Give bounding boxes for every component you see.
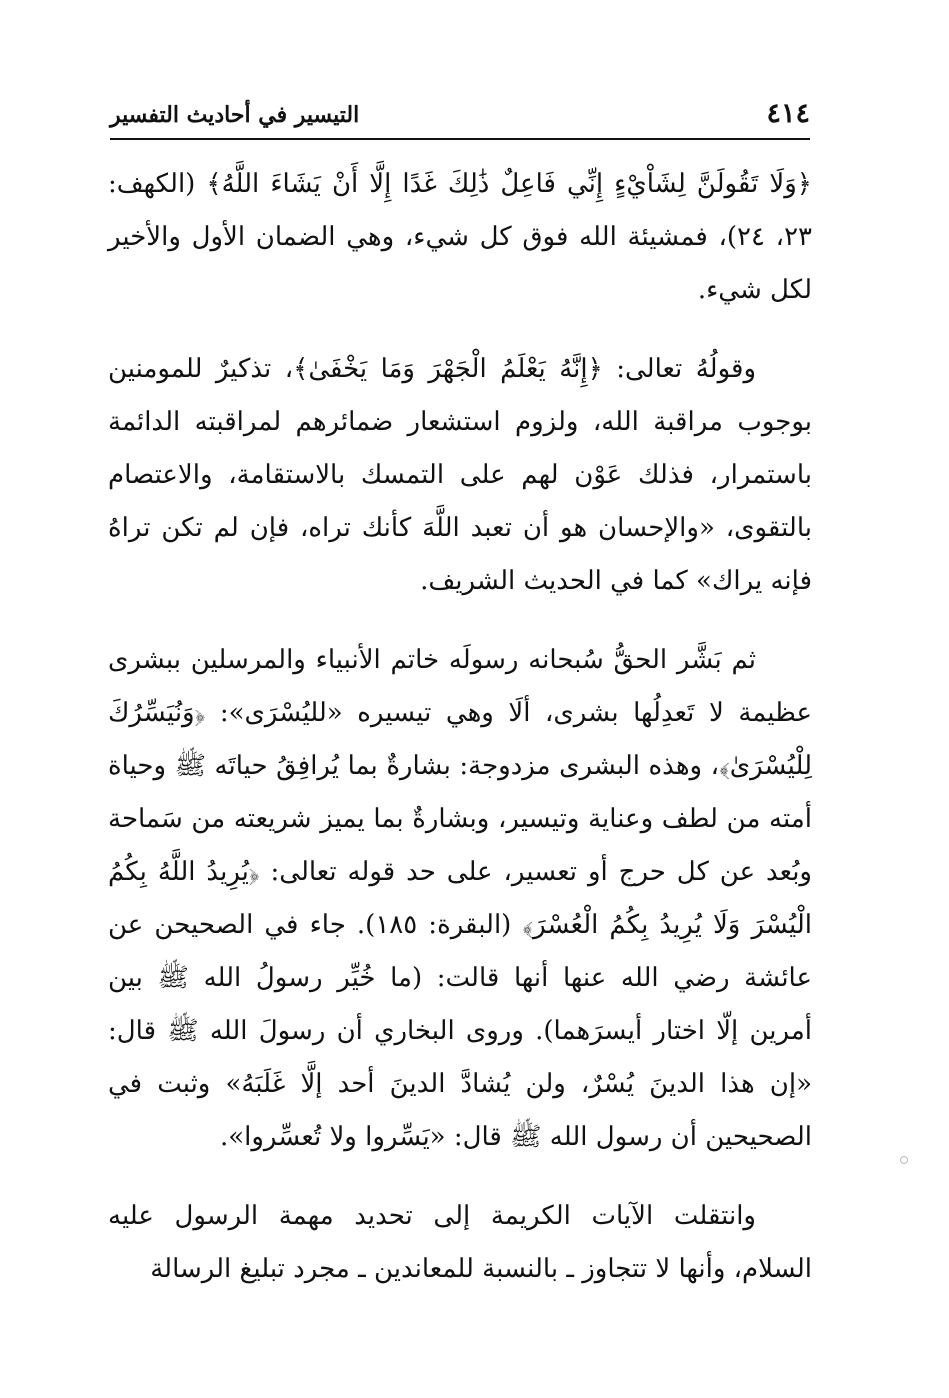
paragraph-mission-of-messenger: وانتقلت الآيات الكريمة إلى تحديد مهمة الرسول عليه السلام، وأنها لا تتجاوز ـ بالنسبة للمعاندين ـ مجرد تبليغ الرسالة bbox=[108, 1201, 812, 1284]
paragraph-glad-tidings: ثم بَشَّر الحقُّ سُبحانه رسولَه خاتم الأنبياء والمرسلين ببشرى عظيمة لا تَعدِلُها بشرى، ألَا وهي تيسيره «لليُسْرَى»: ﴿وَنُيَسِّرُكَ لِلْيُسْرَىٰ﴾، وهذه البشرى مزدوجة: بشارةٌ بما يُرافِقُ حياتَه ﷺ وحياة أمته من لطف وعناية وتيسير، وبشارةٌ بما يميز شريعته من سَماحة وبُعد عن كل حرج أو تعسير، على حد قوله تعالى: ﴿يُرِيدُ اللَّهُ بِكُمُ الْيُسْرَ وَلَا يُرِيدُ بِكُمُ الْعُسْرَ﴾ (البقرة: ١٨٥). جاء في الصحيحن عن عائشة رضي الله عنها أنها قالت: (ما خُيِّر رسولُ الله ﷺ بين أمرين إلّا اختار أيسرَهما). وروى البخاري أن رسولَ الله ﷺ قال: «إن هذا الدينَ يُسْرٌ، ولن يُشادَّ الدينَ أحد إلَّا غَلَبَهُ» وثبت في الصحيحين أن رسول الله ﷺ قال: «يَسِّروا ولا تُعسِّروا». bbox=[108, 645, 812, 1152]
paragraph-commentary-jahr: وقولُهُ تعالى: ﴿إِنَّهُ يَعْلَمُ الْجَهْرَ وَمَا يَخْفَىٰ﴾، تذكيرٌ للمومنين بوجوب مراقبة الله، ولزوم استشعار ضمائرهم لمراقبته الدائمة باستمرار، فذلك عَوْن لهم على التمسك بالاستقامة، والاعتصام بالتقوى، «والإحسان هو أن تعبد اللَّهَ كأنك تراه، فإن لم تكن تراهُ فإنه يراك» كما في الحديث الشريف. bbox=[108, 354, 812, 596]
page-number: ٤١٤ bbox=[766, 98, 810, 129]
running-title: التيسير في أحاديث التفسير bbox=[110, 102, 360, 128]
page-body bbox=[108, 158, 812, 1322]
paragraph-quran-verse-kahf: ﴿وَلَا تَقُولَنَّ لِشَاْيْءٍ إِنِّي فَاعِلٌ ذَٰلِكَ غَدًا إِلَّا أَنْ يَشَاءَ اللَّهُ﴾ (الكهف: ٢٣، ٢٤)، فمشيئة الله فوق كل شيء، وهي الضمان الأول والأخير لكل شيء. bbox=[108, 169, 812, 305]
page-header bbox=[110, 96, 810, 140]
margin-speck bbox=[900, 1156, 908, 1164]
